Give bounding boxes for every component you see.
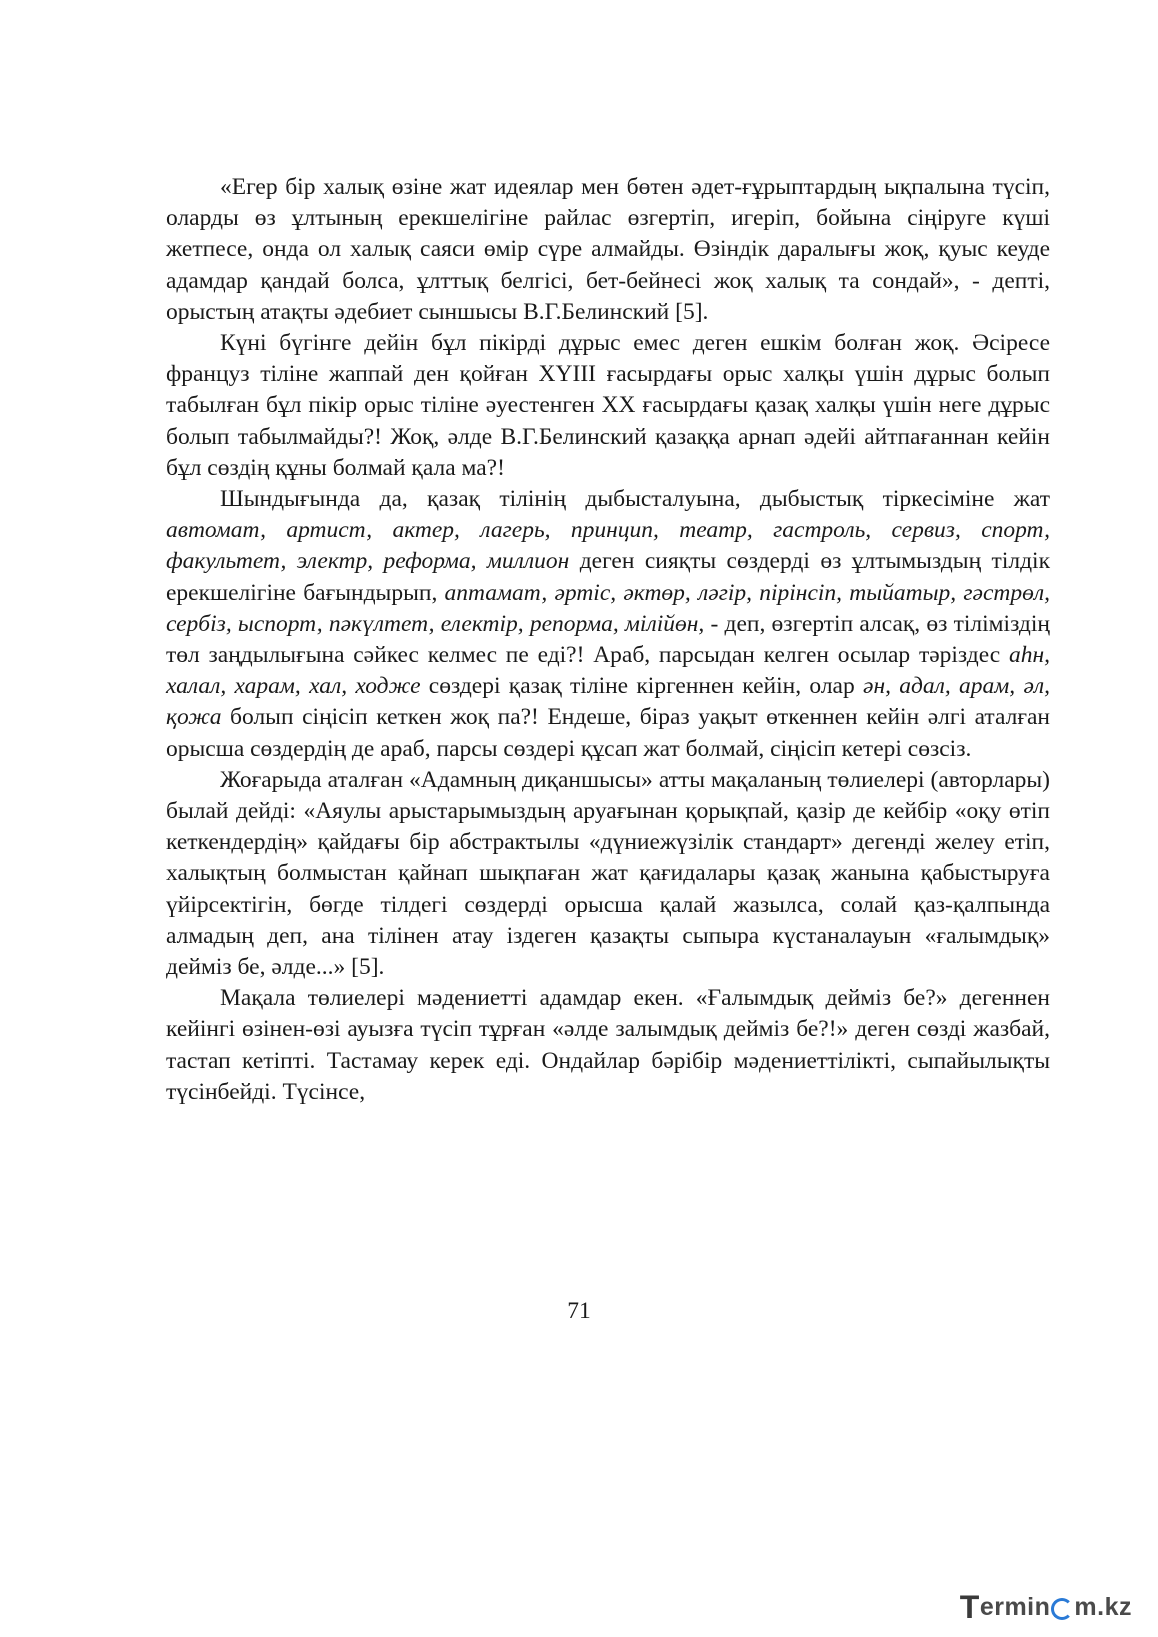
text-run: Шындығында да, қазақ тілінің дыбысталуына, дыбыстық тіркесіміне жат [220,486,1050,513]
paragraph [166,484,1050,765]
paragraph [166,172,1050,328]
text-run: Мақала төлиелері мәдениетті адамдар екен. «Ғалымдық дейміз бе?» дегеннен кейінгі өзінен-өзі ауызға түсіп тұрған «әлде залымдық дейміз бе?!» деген сөзді жазбай, тастап кетіпті. Тастамау керек еді. Ондайлар бәрібір мәдениеттілікті, сыпайылықты түсінбейді. Түсінсе, [166,985,1050,1105]
italic-term: автомат, артист, актер, лагерь, принцип, театр, гастроль, сервиз, спорт, факультет, электр, реформа, миллион [166,517,1050,575]
text-run: «Егер бір халық өзіне жат идеялар мен бөтен әдет-ғұрыптардың ықпалына түсіп, оларды өз ұлтының ерекшелігіне райлас өзгертіп, игеріп, бойына сіңіруге күші жетпесе, онда ол халық саяси өмір сүре алмайды. Өзіндік даралығы жоқ, қуыс кеуде адамдар қандай болса, ұлттық белгісі, бет-бейнесі жоқ халық та сондай», - депті, орыстың атақты әдебиет сыншысы В.Г.Белинский [5]. [166,174,1050,325]
paragraph [166,983,1050,1108]
italic-term: ән, адал, арам, әл, қожа [166,673,1051,731]
italic-term: аһн, халал, харам, хал, ходже [166,642,1050,700]
paragraph [166,328,1050,484]
text-run: Күні бүгінге дейін бұл пікірді дұрыс емес деген ешкім болған жоқ. Әсіресе француз тіліне жаппай ден қойған ХҮІІІ ғасырдағы орыс халқы үшін дұрыс болып табылған бұл пікір орыс тіліне әуестенген ХХ ғасырдағы қазақ халқы үшін неге дұрыс болып табылмайды?! Жоқ, әлде В.Г.Белинский қазаққа арнап әдейі айтпағаннан кейін бұл сөздің құны болмай қала ма?! [166,330,1050,481]
paragraph [166,765,1050,983]
text-run: - деп, өзгертіп алсақ, өз тіліміздің төл заңдылығына сәйкес келмес пе еді?! Араб, парсыдан келген осылар тәріздес [166,610,1050,669]
text-run: болып сіңісіп кеткен жоқ па?! Ендеше, біраз уақыт өткеннен кейін әлгі аталған орысша сөздердің де араб, парсы сөздері құсап жат болмай, сіңісіп кетері сөзсіз. [166,704,1050,762]
watermark-text-prefix: ermin [979,1592,1051,1621]
watermark-t-letter: T [959,1588,980,1625]
text-run: Жоғарыда аталған «Адамның диқаншысы» атты мақаланың төлиелері (авторлары) былай дейді: «Аяулы арыстарымыздың аруағынан қорықпай, қазір де кейбір «оқу өтіп кеткендердің» қайдағы бір абстрактылы «дүниежүзілік стандарт» дегенді желеу етіп, халықтың болмыстан қайнап шықпаған жат қағидалары қазақ жанына қабыстыруға үйірсектігін, бөгде тілдегі сөздерді орысша қалай жазылса, солай қаз-қалпында алмадың деп, ана тілінен атау іздеген қазақты сыпыра күстаналауын «ғалымдық» дейміз бе, әлде...» [5]. [166,766,1050,981]
italic-term: аптамат, әртіс, әктөр, ләгір, пірінсіп, тыйатыр, гәстрөл, сербіз, ыспорт, пәкүлтет, електір, репорма, мілійөн, [166,579,1050,637]
text-run: деген сияқты сөздерді өз ұлтымыздың тілдік ерекшелігіне бағындырып, [166,548,1050,606]
text-run: сөздері қазақ тіліне кіргеннен кейін, олар [420,673,864,700]
page-body [166,172,1050,1108]
page-number: 71 [567,1298,591,1324]
watermark-text-suffix: m.kz [1074,1592,1132,1621]
site-watermark-logo [960,1588,1132,1626]
watermark-swoosh-icon [1051,1598,1073,1620]
